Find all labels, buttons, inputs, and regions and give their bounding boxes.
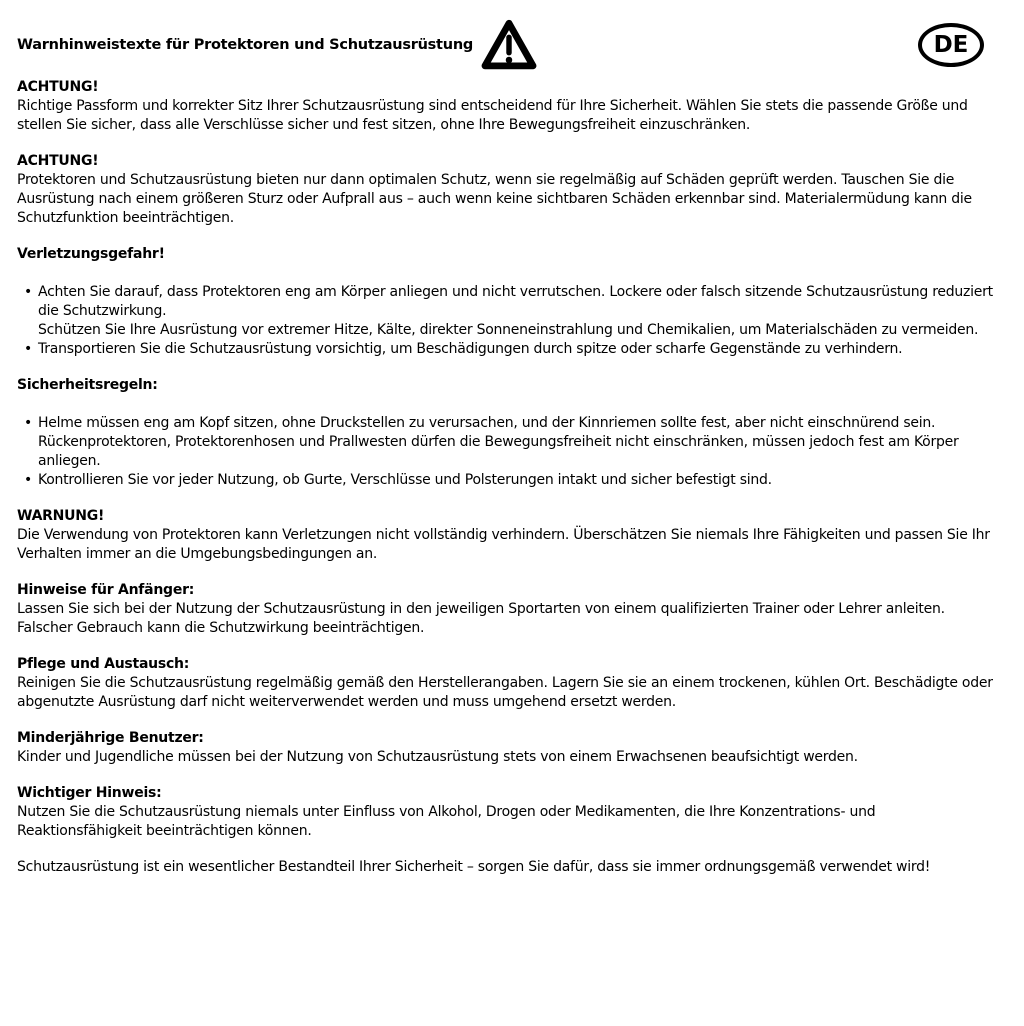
section-paragraph: Lassen Sie sich bei der Nutzung der Schutzausrüstung in den jeweiligen Sportarten von einem qualifizierten Trainer oder Lehrer anleiten. Falscher Gebrauch kann die Schutzwirkung beeinträchtigen. [17, 601, 945, 636]
closing-paragraph: Schutzausrüstung ist ein wesentlicher Bestandteil Ihrer Sicherheit – sorgen Sie dafür, dass sie immer ordnungsgemäß verwendet wird! [17, 859, 931, 875]
bullet-list [17, 414, 994, 490]
list-item [38, 283, 994, 340]
section-verletzungsgefahr [17, 245, 994, 359]
bullet-text: Rückenprotektoren, Protektorenhosen und Prallwesten dürfen die Bewegungsfreiheit nicht einschränken, müssen jedoch fest am Körper anliegen. [38, 434, 959, 469]
bullet-list [17, 283, 994, 359]
warning-triangle-icon [480, 15, 538, 75]
section-achtung-1 [17, 78, 994, 135]
bullet-text: • Transportieren Sie die Schutzausrüstung vorsichtig, um Beschädigungen durch spitze oder scharfe Gegenstände zu verhindern. [38, 341, 903, 357]
section-pflege-austausch [17, 655, 994, 712]
bullet-text: Schützen Sie Ihre Ausrüstung vor extremer Hitze, Kälte, direkter Sonneneinstrahlung und Chemikalien, um Materialschäden zu vermeiden. [38, 322, 979, 338]
section-minderjaehrige [17, 729, 994, 767]
language-badge-oval [918, 23, 984, 67]
document-header [17, 14, 994, 76]
section-heading: ACHTUNG! [17, 153, 99, 169]
section-heading: Verletzungsgefahr! [17, 246, 165, 262]
page-title: Warnhinweistexte für Protektoren und Schutzausrüstung [17, 36, 474, 53]
section-heading: WARNUNG! [17, 508, 105, 524]
list-item [38, 471, 994, 490]
section-warnung [17, 507, 994, 564]
section-heading: ACHTUNG! [17, 79, 99, 95]
section-wichtiger-hinweis [17, 784, 994, 841]
list-item [38, 414, 994, 471]
section-heading: Minderjährige Benutzer: [17, 730, 204, 746]
bullet-text: • Achten Sie darauf, dass Protektoren eng am Körper anliegen und nicht verrutschen. Lockere oder falsch sitzende Schutzausrüstung reduziert die Schutzwirkung. [38, 284, 993, 319]
section-heading: Hinweise für Anfänger: [17, 582, 195, 598]
section-hinweise-anfaenger [17, 581, 994, 638]
section-heading: Wichtiger Hinweis: [17, 785, 162, 801]
section-paragraph: Richtige Passform und korrekter Sitz Ihrer Schutzausrüstung sind entscheidend für Ihre Sicherheit. Wählen Sie stets die passende Größe und stellen Sie sicher, dass alle Verschlüsse sicher und fest sitzen, ohne Ihre Bewegungsfreiheit einzuschränken. [17, 98, 968, 133]
section-heading: Sicherheitsregeln: [17, 377, 158, 393]
section-paragraph: Reinigen Sie die Schutzausrüstung regelmäßig gemäß den Herstellerangaben. Lagern Sie sie an einem trockenen, kühlen Ort. Beschädigte oder abgenutzte Ausrüstung darf nicht weiterverwendet werden und muss umgehend ersetzt werden. [17, 675, 993, 710]
section-paragraph: Nutzen Sie die Schutzausrüstung niemals unter Einfluss von Alkohol, Drogen oder Medikamenten, die Ihre Konzentrations- und Reaktionsfähigkeit beeinträchtigen können. [17, 804, 876, 839]
language-badge [918, 23, 984, 67]
language-badge-label: DE [933, 31, 969, 58]
section-achtung-2 [17, 152, 994, 228]
list-item [38, 340, 994, 359]
section-paragraph: Protektoren und Schutzausrüstung bieten nur dann optimalen Schutz, wenn sie regelmäßig auf Schäden geprüft werden. Tauschen Sie die Ausrüstung nach einem größeren Sturz oder Aufprall aus – auch wenn keine sichtbaren Schäden erkennbar sind. Materialermüdung kann die Schutzfunktion beeinträchtigen. [17, 172, 972, 226]
section-paragraph: Kinder und Jugendliche müssen bei der Nutzung von Schutzausrüstung stets von einem Erwachsenen beaufsichtigt werden. [17, 749, 858, 765]
bullet-text: • Kontrollieren Sie vor jeder Nutzung, ob Gurte, Verschlüsse und Polsterungen intakt und sicher befestigt sind. [38, 472, 772, 488]
section-paragraph: Die Verwendung von Protektoren kann Verletzungen nicht vollständig verhindern. Überschätzen Sie niemals Ihre Fähigkeiten und passen Sie Ihr Verhalten immer an die Umgebungsbedingungen an. [17, 527, 990, 562]
section-sicherheitsregeln [17, 376, 994, 490]
section-heading: Pflege und Austausch: [17, 656, 190, 672]
bullet-text: • Helme müssen eng am Kopf sitzen, ohne Druckstellen zu verursachen, und der Kinnriemen sollte fest, aber nicht einschnürend sein. [38, 415, 936, 431]
